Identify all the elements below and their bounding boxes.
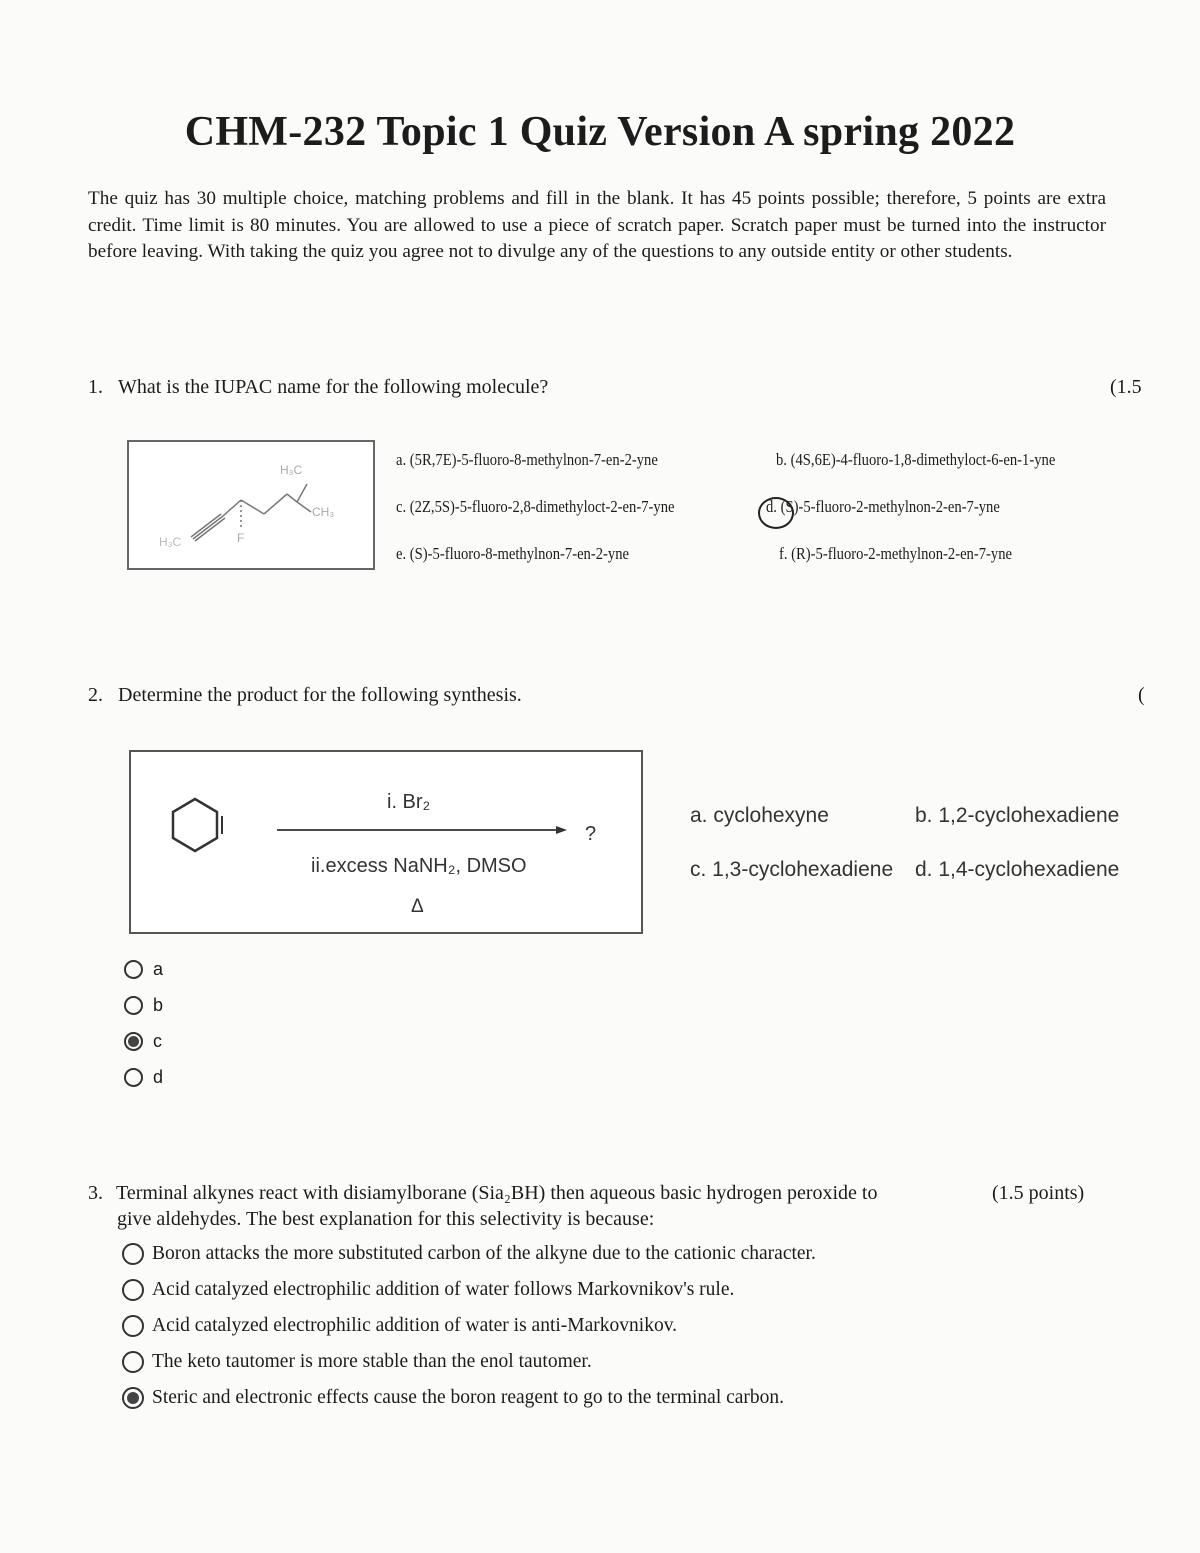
synthesis-diagram	[131, 752, 641, 932]
q1-choice-a[interactable]: a. (5R,7E)-5-fluoro-8-methylnon-7-en-2-yne	[396, 450, 658, 469]
radio-button-selected[interactable]	[124, 1032, 143, 1051]
question-1-points: (1.5	[1110, 376, 1142, 398]
question-1-text: What is the IUPAC name for the following molecule?	[118, 376, 549, 398]
radio-button[interactable]	[122, 1351, 144, 1373]
question-2-number: 2.	[88, 684, 103, 706]
q1-choice-c[interactable]: c. (2Z,5S)-5-fluoro-2,8-dimethyloct-2-en-7-yne	[396, 497, 675, 516]
molecule-label-f: F	[237, 531, 245, 545]
question-3	[88, 1182, 877, 1205]
molecule-structure-box	[127, 440, 375, 570]
radio-button[interactable]	[122, 1243, 144, 1265]
radio-button[interactable]	[122, 1315, 144, 1337]
q1-choice-d[interactable]: d. (S)-5-fluoro-2-methylnon-2-en-7-yne	[766, 497, 1000, 516]
radio-button-selected[interactable]	[122, 1387, 144, 1409]
q2-option-c[interactable]: c	[124, 1030, 162, 1052]
molecule-label-h3c-left: H₃C	[159, 535, 182, 549]
q2-choice-c: c. 1,3-cyclohexadiene	[690, 858, 894, 881]
q2-option-d[interactable]: d	[124, 1066, 163, 1088]
question-2	[88, 684, 522, 707]
radio-button[interactable]	[124, 1068, 143, 1087]
reagent-1: i. Br₂	[387, 791, 431, 813]
q3-option-3[interactable]: Acid catalyzed electrophilic addition of water is anti-Markovnikov.	[122, 1314, 677, 1337]
synthesis-box	[129, 750, 643, 934]
q2-choice-a: a. cyclohexyne	[690, 804, 829, 827]
q1-choice-b[interactable]: b. (4S,6E)-4-fluoro-1,8-dimethyloct-6-en-1-yne	[776, 450, 1056, 469]
molecule-label-h3c-top: H₃C	[280, 463, 303, 477]
question-2-text: Determine the product for the following synthesis.	[118, 684, 522, 706]
radio-button[interactable]	[122, 1279, 144, 1301]
q1-choice-e[interactable]: e. (S)-5-fluoro-8-methylnon-7-en-2-yne	[396, 544, 630, 563]
product-unknown: ?	[585, 823, 597, 845]
radio-button[interactable]	[124, 960, 143, 979]
question-3-points: (1.5 points)	[992, 1182, 1085, 1204]
question-2-points: (	[1138, 684, 1145, 706]
molecule-label-ch3: CH₃	[312, 505, 335, 519]
q2-option-b[interactable]: b	[124, 994, 163, 1016]
q2-choice-d: d. 1,4-cyclohexadiene	[915, 858, 1120, 881]
question-3-text-line1: Terminal alkynes react with disiamylborane (Sia₂BH) then aqueous basic hydrogen peroxide to	[116, 1182, 878, 1204]
heat-symbol: Δ	[411, 896, 424, 917]
q3-option-1[interactable]: Boron attacks the more substituted carbon of the alkyne due to the cationic character.	[122, 1242, 816, 1265]
molecule-structure	[129, 442, 373, 568]
page-title: CHM-232 Topic 1 Quiz Version A spring 2022	[184, 109, 1016, 155]
question-1-number: 1.	[88, 376, 103, 398]
q3-option-4[interactable]: The keto tautomer is more stable than the enol tautomer.	[122, 1350, 592, 1373]
radio-button[interactable]	[124, 996, 143, 1015]
reaction-arrowhead	[556, 826, 567, 834]
reagent-2: ii.excess NaNH₂, DMSO	[311, 855, 527, 877]
question-3-number: 3.	[88, 1182, 103, 1204]
q3-option-2[interactable]: Acid catalyzed electrophilic addition of water follows Markovnikov's rule.	[122, 1278, 734, 1301]
q2-option-a[interactable]: a	[124, 958, 163, 980]
q1-choice-f[interactable]: f. (R)-5-fluoro-2-methylnon-2-en-7-yne	[779, 544, 1013, 563]
quiz-instructions: The quiz has 30 multiple choice, matching problems and fill in the blank. It has 45 points possible; therefore, 5 points are extra credit. Time limit is 80 minutes. You are allowed to use a piece of scratch paper. Scratch paper must be turned into the instructor before leaving. With taking the quiz you agree not to divulge any of the questions to any outside entity or other students.	[88, 188, 1106, 262]
question-1	[88, 376, 548, 399]
q2-choice-b: b. 1,2-cyclohexadiene	[915, 804, 1120, 827]
question-3-text-line2: give aldehydes. The best explanation for this selectivity is because:	[117, 1208, 655, 1230]
answer-circle-mark	[758, 497, 794, 529]
q3-option-5[interactable]: Steric and electronic effects cause the boron reagent to go to the terminal carbon.	[122, 1386, 784, 1409]
cyclohexene-ring	[173, 799, 217, 851]
